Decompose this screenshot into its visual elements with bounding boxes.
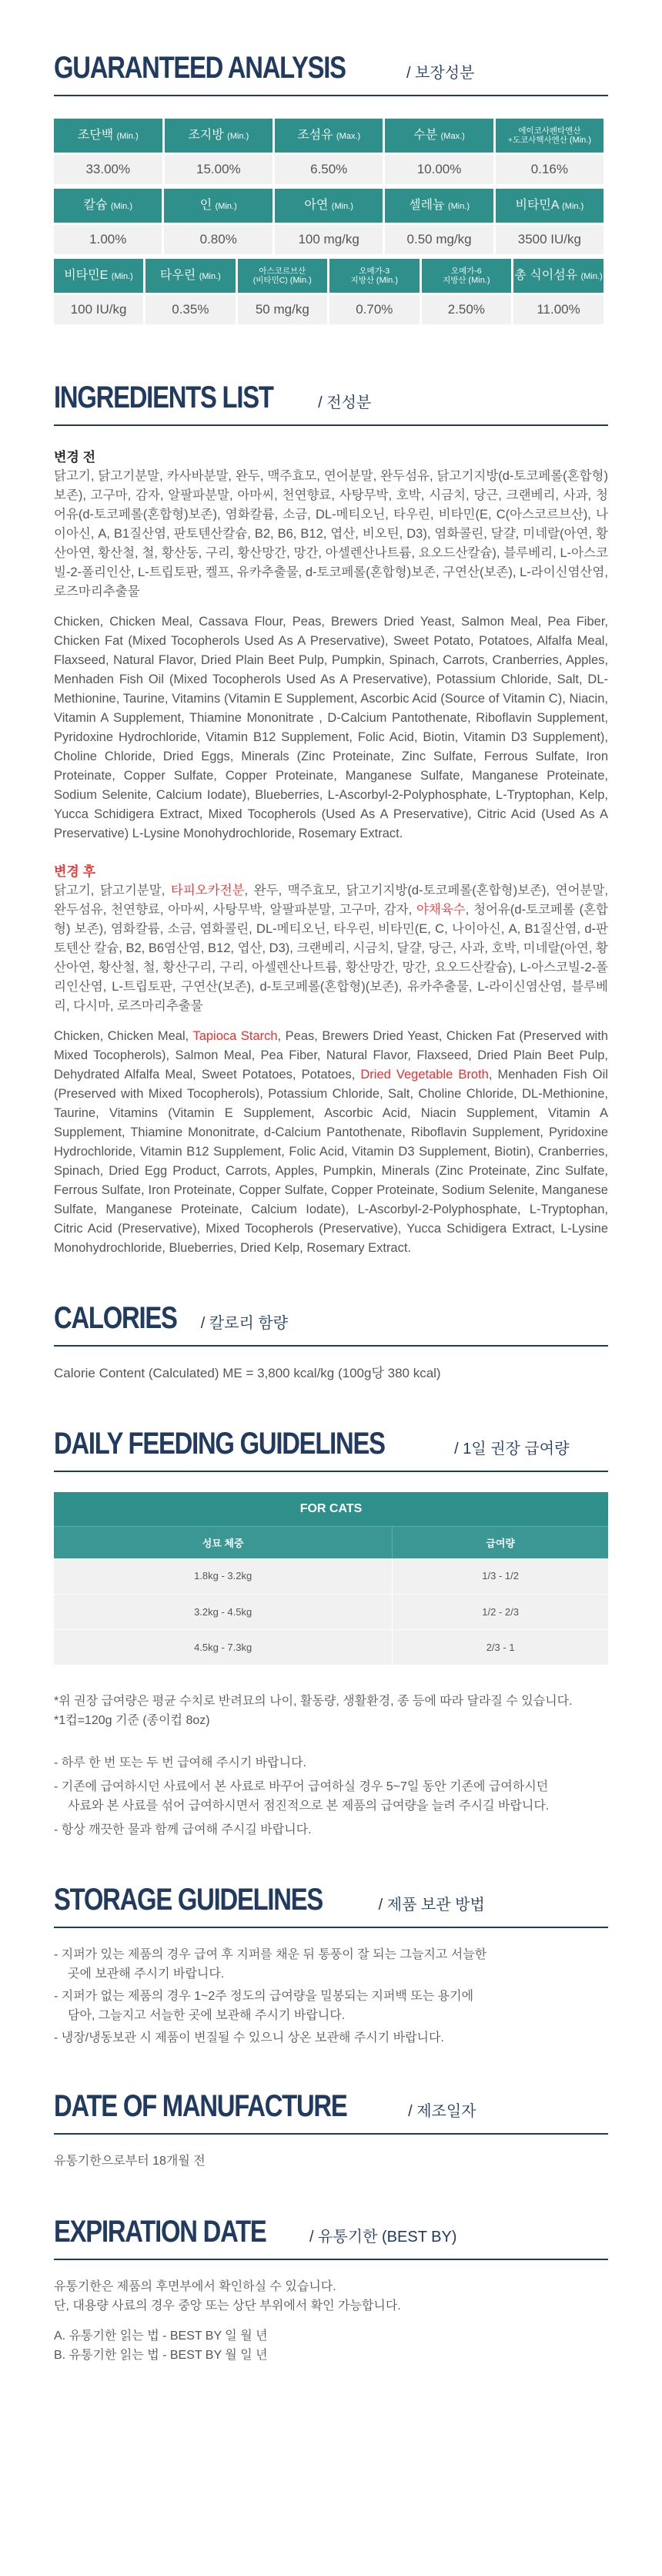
feeding-bullet: - 항상 깨끗한 물과 함께 급여해 주시길 바랍니다. [54, 1823, 312, 1836]
after-label: 변경 후 [54, 864, 95, 879]
analysis-header-cell: 수분 (Max.) [385, 119, 493, 153]
analysis-header-cell: 타우린 (Min.) [145, 259, 236, 293]
analysis-value-cell: 33.00% [54, 155, 162, 184]
analysis-row-group [52, 257, 606, 327]
table-row [54, 1629, 608, 1665]
analysis-value-cell: 50 mg/kg [238, 295, 327, 324]
col-amount-header: 급여량 [393, 1526, 608, 1558]
manufacture-title: DATE OF MANUFACTURE [54, 2088, 347, 2123]
feeding-subtitle: / 1일 권장 급여량 [454, 1441, 570, 1457]
storage-bullet: - 지퍼가 있는 제품의 경우 급여 후 지퍼를 채운 뒤 통풍이 잘 되는 그늘지고 서늘한 곳에 보관해 주시기 바랍니다. [54, 1947, 487, 1981]
table-row [54, 1558, 608, 1594]
analysis-header-cell: 총 식이섬유 (Min.) [513, 259, 603, 293]
storage-subtitle: / 제품 보관 방법 [378, 1896, 485, 1914]
feeding-bullet: - 기존에 급여하시던 사료에서 본 사료로 바꾸어 급여하실 경우 5~7일 동안 기존에 급여하시던 사료와 본 사료를 섞어 급여하시면서 점진적으로 본 제품의 급여량을 늘려 주시길 바랍니다. [54, 1779, 550, 1813]
calories-title: CALORIES [54, 1301, 177, 1335]
after-english: Chicken, Chicken Meal, Tapioca Starch, Peas, Brewers Dried Yeast, Chicken Fat (Preserved with Mixed Tocopherols), Salmon Meal, Pea Fiber, Natural Flavor, Flaxseed, Dried Plain Beet Pulp, Dehydrated Alfalfa Meal, Sweet Potatoes, Potatoes, Dried Vegetable Broth, Menhaden Fish Oil (Preserved with Mixed Tocopherols), Potassium Chloride, Salt, Choline Chloride, DL-Methionine, Taurine, Vitamins (Vitamin E Supplement, Ascorbic Acid, Niacin Supplement, Vitamin A Supplement, Thiamine Mononitrate, d-Calcium Pantothenate, Riboflavin Supplement, Pyridoxine Hydrochloride, Vitamin B12 Supplement, Folic Acid, Vitamin D3 Supplement, Biotin), Cranberries, Spinach, Dried Egg Product, Carrots, Apples, Pumpkin, Minerals (Zinc Proteinate, Zinc Sulfate, Ferrous Sulfate, Iron Proteinate, Copper Sulfate, Copper Proteinate, Sodium Selenite, Manganese Sulfate, Manganese Proteinate, Calcium Iodate), L-Ascorbyl-2-Polyphosphate, L-Tryptophan, Citric Acid (Preservative), Mixed Tocopherols (Preservative), Yucca Schidigera Extract, L-Lysine Monohydrochloride, Blueberries, Dried Kelp, Rosemary Extract. [54, 1029, 608, 1255]
changed-ingredient: 타피오카전분 [170, 884, 245, 897]
storage-title: STORAGE GUIDELINES [54, 1882, 323, 1917]
expiration-title: EXPIRATION DATE [54, 2214, 266, 2249]
before-english: Chicken, Chicken Meal, Cassava Flour, Peas, Brewers Dried Yeast, Salmon Meal, Pea Fiber, Chicken Fat (Mixed Tocopherols Used As A Preservative), Sweet Potato, Potatoes, Alfalfa Meal, Flaxseed, Natural Flavor, Dried Plain Beet Pulp, Pumpkin, Spinach, Carrots, Cranberries, Apples, Menhaden Fish Oil (Mixed Tocopherols Used As A Preservative), Potassium Chloride, Salt, DL-Methionine, Taurine, Vitamins (Vitamin E Supplement, Ascorbic Acid (Source of Vitamin C), Niacin, Vitamin A Supplement, Thiamine Mononitrate , D-Calcium Pantothenate, Riboflavin Supplement, Pyridoxine Hydrochloride, Vitamin B12 Supplement, Folic Acid, Biotin, Vitamin D3 Supplement), Choline Chloride, Dried Eggs, Minerals (Zinc Proteinate, Zinc Sulfate, Ferrous Sulfate, Iron Proteinate, Copper Sulfate, Copper Proteinate, Manganese Sulfate, Manganese Proteinate, Sodium Selenite, Calcium Iodate), Blueberries, L-Ascorbyl-2-Polyphosphate, L-Tryptophan, Kelp, Yucca Schidigera Extract, Mixed Tocopherols (Used As A Preservative), Citric Acid (Used As A Preservative) L-Lysine Monohydrochloride, Rosemary Extract. [54, 615, 608, 840]
feeding-bullet: - 하루 한 번 또는 두 번 급여해 주시기 바랍니다. [54, 1756, 306, 1769]
analysis-value-cell: 10.00% [385, 155, 493, 184]
analysis-header-cell: 오메가-6 지방산 (Min.) [422, 259, 512, 293]
expiration-header [54, 2215, 608, 2260]
after-korean: 닭고기, 닭고기분말, 타피오카전분, 완두, 맥주효모, 닭고기지방(d-토코페롤(혼합형)보존), 연어분말, 완두섬유, 천연향료, 아마씨, 사탕무박, 알팔파분말, 고구마, 감자, 야채육수, 청어유(d-토코페롤 (혼합형) 보존), 염화칼륨, 소금, 염화콜린, DL-메티오닌, 타우린, 비타민(E, C, 나이아신, A, B1질산염, d-판토텐산 칼슘, B2, B6염산염, B12, 엽산, D3), 크랜베리, 시금치, 달걀, 당근, 사과, 호박, 미네랄(아연, 황산아연, 황산철, 철, 황산구리, 구리, 아셀렌산나트륨, 황산망간, 망간, 요오드산칼슘), L-아스코빌-2-폴리인산염, L-트립토판, 구연산(보존), d-토코페롤(혼합형)(보존), 유카추출물, L-라이신염산염, 블루베리, 다시마, 로즈마리추출물 [54, 884, 608, 1013]
analysis-header-cell: 오메가-3 지방산 (Min.) [329, 259, 420, 293]
analysis-value-cell: 0.35% [145, 295, 236, 324]
analysis-header-cell: 셀레늄 (Min.) [385, 189, 493, 223]
feeding-table [54, 1492, 608, 1665]
analysis-value-cell: 2.50% [422, 295, 512, 324]
changed-ingredient: Tapioca Starch [192, 1029, 278, 1043]
manufacture-text: 유통기한으로부터 18개월 전 [54, 2154, 206, 2168]
calories-subtitle: / 칼로리 함량 [200, 1315, 288, 1332]
col-weight-header: 성묘 체중 [54, 1526, 393, 1558]
analysis-value-cell: 3500 IU/kg [496, 225, 603, 254]
analysis-header-cell: 아스코르브산 (비타민C) (Min.) [238, 259, 327, 293]
analysis-header-cell: 조지방 (Min.) [165, 119, 273, 153]
before-label: 변경 전 [54, 450, 95, 465]
storage-bullet: - 냉장/냉동보관 시 제품이 변질될 수 있으니 상온 보관해 주시기 바랍니다. [54, 2031, 444, 2044]
ingredients-subtitle: / 전성분 [318, 394, 372, 411]
analysis-header-cell: 비타민E (Min.) [54, 259, 143, 293]
calories-header [54, 1301, 608, 1347]
analysis-header-cell: 인 (Min.) [164, 189, 272, 223]
changed-ingredient: 야채육수 [416, 903, 466, 917]
analysis-value-cell: 0.50 mg/kg [385, 225, 493, 254]
manufacture-subtitle: / 제조일자 [408, 2102, 476, 2120]
storage-bullet: - 지퍼가 없는 제품의 경우 1~2주 정도의 급여량을 밀봉되는 지퍼백 또는 용기에 담아, 그늘지고 서늘한 곳에 보관해 주시기 바랍니다. [54, 1989, 474, 2022]
analysis-value-cell: 100 IU/kg [54, 295, 143, 324]
expiration-line: A. 유통기한 읽는 법 - BEST BY 일 월 년 [54, 2329, 268, 2343]
analysis-value-cell: 1.00% [54, 225, 162, 254]
expiration-line: 유통기한은 제품의 후면부에서 확인하실 수 있습니다. [54, 2279, 336, 2293]
analysis-header-cell: 에이코사펜타엔산 +도코사헥사엔산 (Min.) [496, 119, 603, 153]
analysis-value-cell: 0.70% [329, 295, 420, 324]
analysis-row-group [52, 186, 606, 257]
analysis-subtitle: / 보장성분 [406, 65, 475, 82]
analysis-value-cell: 0.16% [496, 155, 603, 184]
feeding-note: *위 권장 급여량은 평균 수치로 반려묘의 나이, 활동량, 생활환경, 종 등에 따라 달라질 수 있습니다. [54, 1694, 573, 1708]
weight-cell: 4.5kg - 7.3kg [54, 1629, 393, 1665]
feeding-table-caption: FOR CATS [54, 1492, 608, 1526]
amount-cell: 2/3 - 1 [393, 1629, 608, 1665]
storage-bullets [54, 1945, 608, 2048]
feeding-notes [54, 1692, 608, 1730]
analysis-header-cell: 칼슘 (Min.) [54, 189, 162, 223]
analysis-header-cell: 조섬유 (Max.) [275, 119, 383, 153]
ingredients-body [54, 446, 608, 1258]
analysis-header-cell: 아연 (Min.) [275, 189, 383, 223]
amount-cell: 1/2 - 2/3 [393, 1594, 608, 1629]
analysis-value-cell: 6.50% [275, 155, 383, 184]
changed-ingredient: Dried Vegetable Broth [360, 1068, 489, 1082]
storage-header [54, 1883, 608, 1928]
feeding-header [54, 1427, 608, 1472]
analysis-value-cell: 11.00% [513, 295, 603, 324]
weight-cell: 1.8kg - 3.2kg [54, 1558, 393, 1594]
expiration-line: 단, 대용량 사료의 경우 중앙 또는 상단 부위에서 확인 가능합니다. [54, 2299, 401, 2313]
amount-cell: 1/3 - 1/2 [393, 1558, 608, 1594]
ingredients-title: INGREDIENTS LIST [54, 381, 273, 414]
analysis-header [54, 51, 608, 96]
analysis-header-cell: 조단백 (Min.) [54, 119, 162, 153]
analysis-value-cell: 15.00% [165, 155, 273, 184]
feeding-bullets [54, 1753, 608, 1840]
before-korean: 닭고기, 닭고기분말, 카사바분말, 완두, 맥주효모, 연어분말, 완두섬유, 닭고기지방(d-토코페롤(혼합형)보존), 고구마, 감자, 알팔파분말, 아마씨, 천연향료, 사탕무박, 호박, 시금치, 당근, 크랜베리, 사과, 청어유(d-토코페롤(혼합형)보존), 염화칼륨, 소금, DL-메티오닌, 타우린, 비타민(E, C(아스코르브산), 나이아신, A, B1질산염, 판토텐산칼슘, B2, B6, B12, 엽산, 비오틴, D3), 염화콜린, 달걀, 미네랄(아연, 황산아연, 황산철, 철, 황산동, 구리, 황산망간, 망간, 아셀렌산나트륨, 요오드산칼슘), 블루베리, L-아스코빌-2-폴리인산, L-트립토판, 켈프, 유카추출물, d-토코페롤(혼합형)보존, 구연산(보존), L-라이신염산염, 로즈마리추출물 [54, 469, 608, 599]
weight-cell: 3.2kg - 4.5kg [54, 1594, 393, 1629]
feeding-note: *1컵=120g 기준 (종이컵 8oz) [54, 1713, 210, 1727]
analysis-row-group [52, 116, 606, 186]
manufacture-header [54, 2089, 608, 2135]
analysis-value-cell: 0.80% [164, 225, 272, 254]
expiration-line: B. 유통기한 읽는 법 - BEST BY 월 일 년 [54, 2348, 268, 2362]
feeding-title: DAILY FEEDING GUIDELINES [54, 1427, 385, 1461]
analysis-header-cell: 비타민A (Min.) [496, 189, 603, 223]
analysis-title: GUARANTEED ANALYSIS [54, 51, 346, 85]
table-row [54, 1594, 608, 1629]
ingredients-header [54, 381, 608, 426]
calorie-content: Calorie Content (Calculated) ME = 3,800 kcal/kg (100g당 380 kcal) [54, 1366, 441, 1380]
analysis-value-cell: 100 mg/kg [275, 225, 383, 254]
expiration-subtitle: / 유통기한 (BEST BY) [309, 2228, 457, 2246]
expiration-text [54, 2277, 608, 2365]
